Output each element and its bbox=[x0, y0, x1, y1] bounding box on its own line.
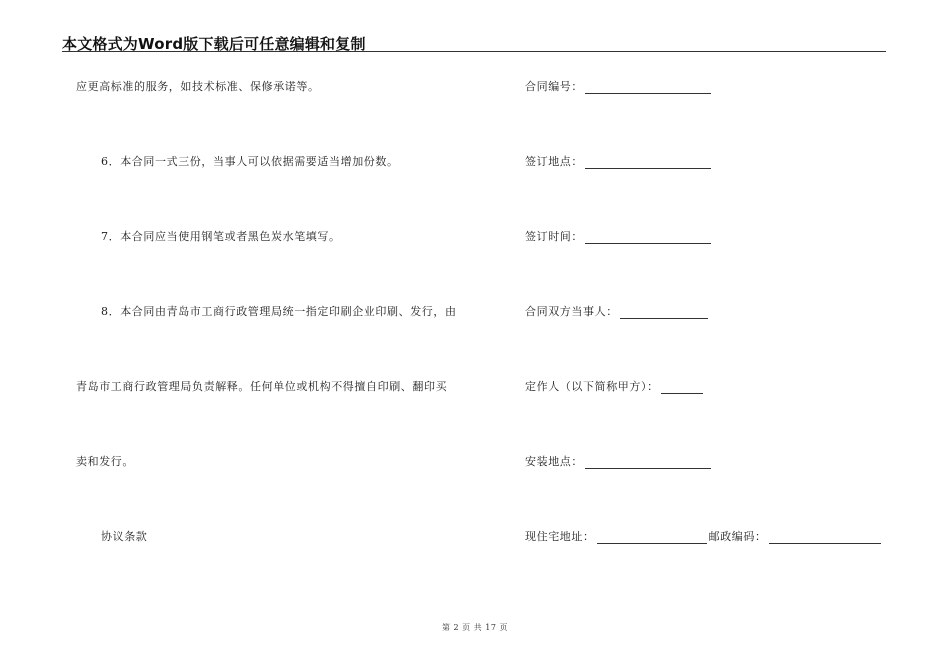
page-header-title: 本文格式为Word版下载后可任意编辑和复制 bbox=[62, 35, 366, 53]
page-number: 第 2 页 共 17 页 bbox=[442, 623, 508, 632]
install-place-row bbox=[525, 455, 711, 469]
clause-text-line: 应更高标准的服务，如技术标准、保修承诺等。 bbox=[76, 80, 320, 93]
contract-number-row bbox=[525, 80, 711, 94]
postcode-label: 邮政编码： bbox=[708, 530, 767, 543]
clause-7: 7．本合同应当使用钢笔或者黑色炭水笔填写。 bbox=[101, 230, 341, 243]
sign-place-label: 签订地点： bbox=[525, 155, 583, 168]
party-a-label: 定作人（以下简称甲方）： bbox=[525, 380, 659, 393]
contract-number-label: 合同编号： bbox=[525, 80, 583, 93]
postcode-field[interactable] bbox=[769, 533, 881, 544]
address-field[interactable] bbox=[597, 533, 707, 544]
sign-time-row bbox=[525, 230, 711, 244]
party-a-field[interactable] bbox=[661, 383, 703, 394]
address-row bbox=[525, 530, 881, 544]
clause-8-line-2: 青岛市工商行政管理局负责解释。任何单位或机构不得擅自印刷、翻印买 bbox=[76, 380, 448, 393]
clause-8-line-3: 卖和发行。 bbox=[76, 455, 134, 468]
address-label: 现住宅地址： bbox=[525, 530, 595, 543]
clause-6: 6．本合同一式三份，当事人可以依据需要适当增加份数。 bbox=[101, 155, 399, 168]
contract-number-field[interactable] bbox=[585, 83, 711, 94]
sign-time-field[interactable] bbox=[585, 233, 711, 244]
sign-place-row bbox=[525, 155, 711, 169]
sign-time-label: 签订时间： bbox=[525, 230, 583, 243]
install-place-label: 安装地点： bbox=[525, 455, 583, 468]
header-divider bbox=[62, 51, 886, 52]
agreement-terms-heading: 协议条款 bbox=[101, 530, 148, 543]
party-a-row bbox=[525, 380, 703, 394]
clause-8-line-1: 8．本合同由青岛市工商行政管理局统一指定印刷企业印刷、发行，由 bbox=[101, 305, 457, 318]
parties-field[interactable] bbox=[620, 308, 708, 319]
parties-label: 合同双方当事人： bbox=[525, 305, 618, 318]
parties-row bbox=[525, 305, 708, 319]
install-place-field[interactable] bbox=[585, 458, 711, 469]
sign-place-field[interactable] bbox=[585, 158, 711, 169]
